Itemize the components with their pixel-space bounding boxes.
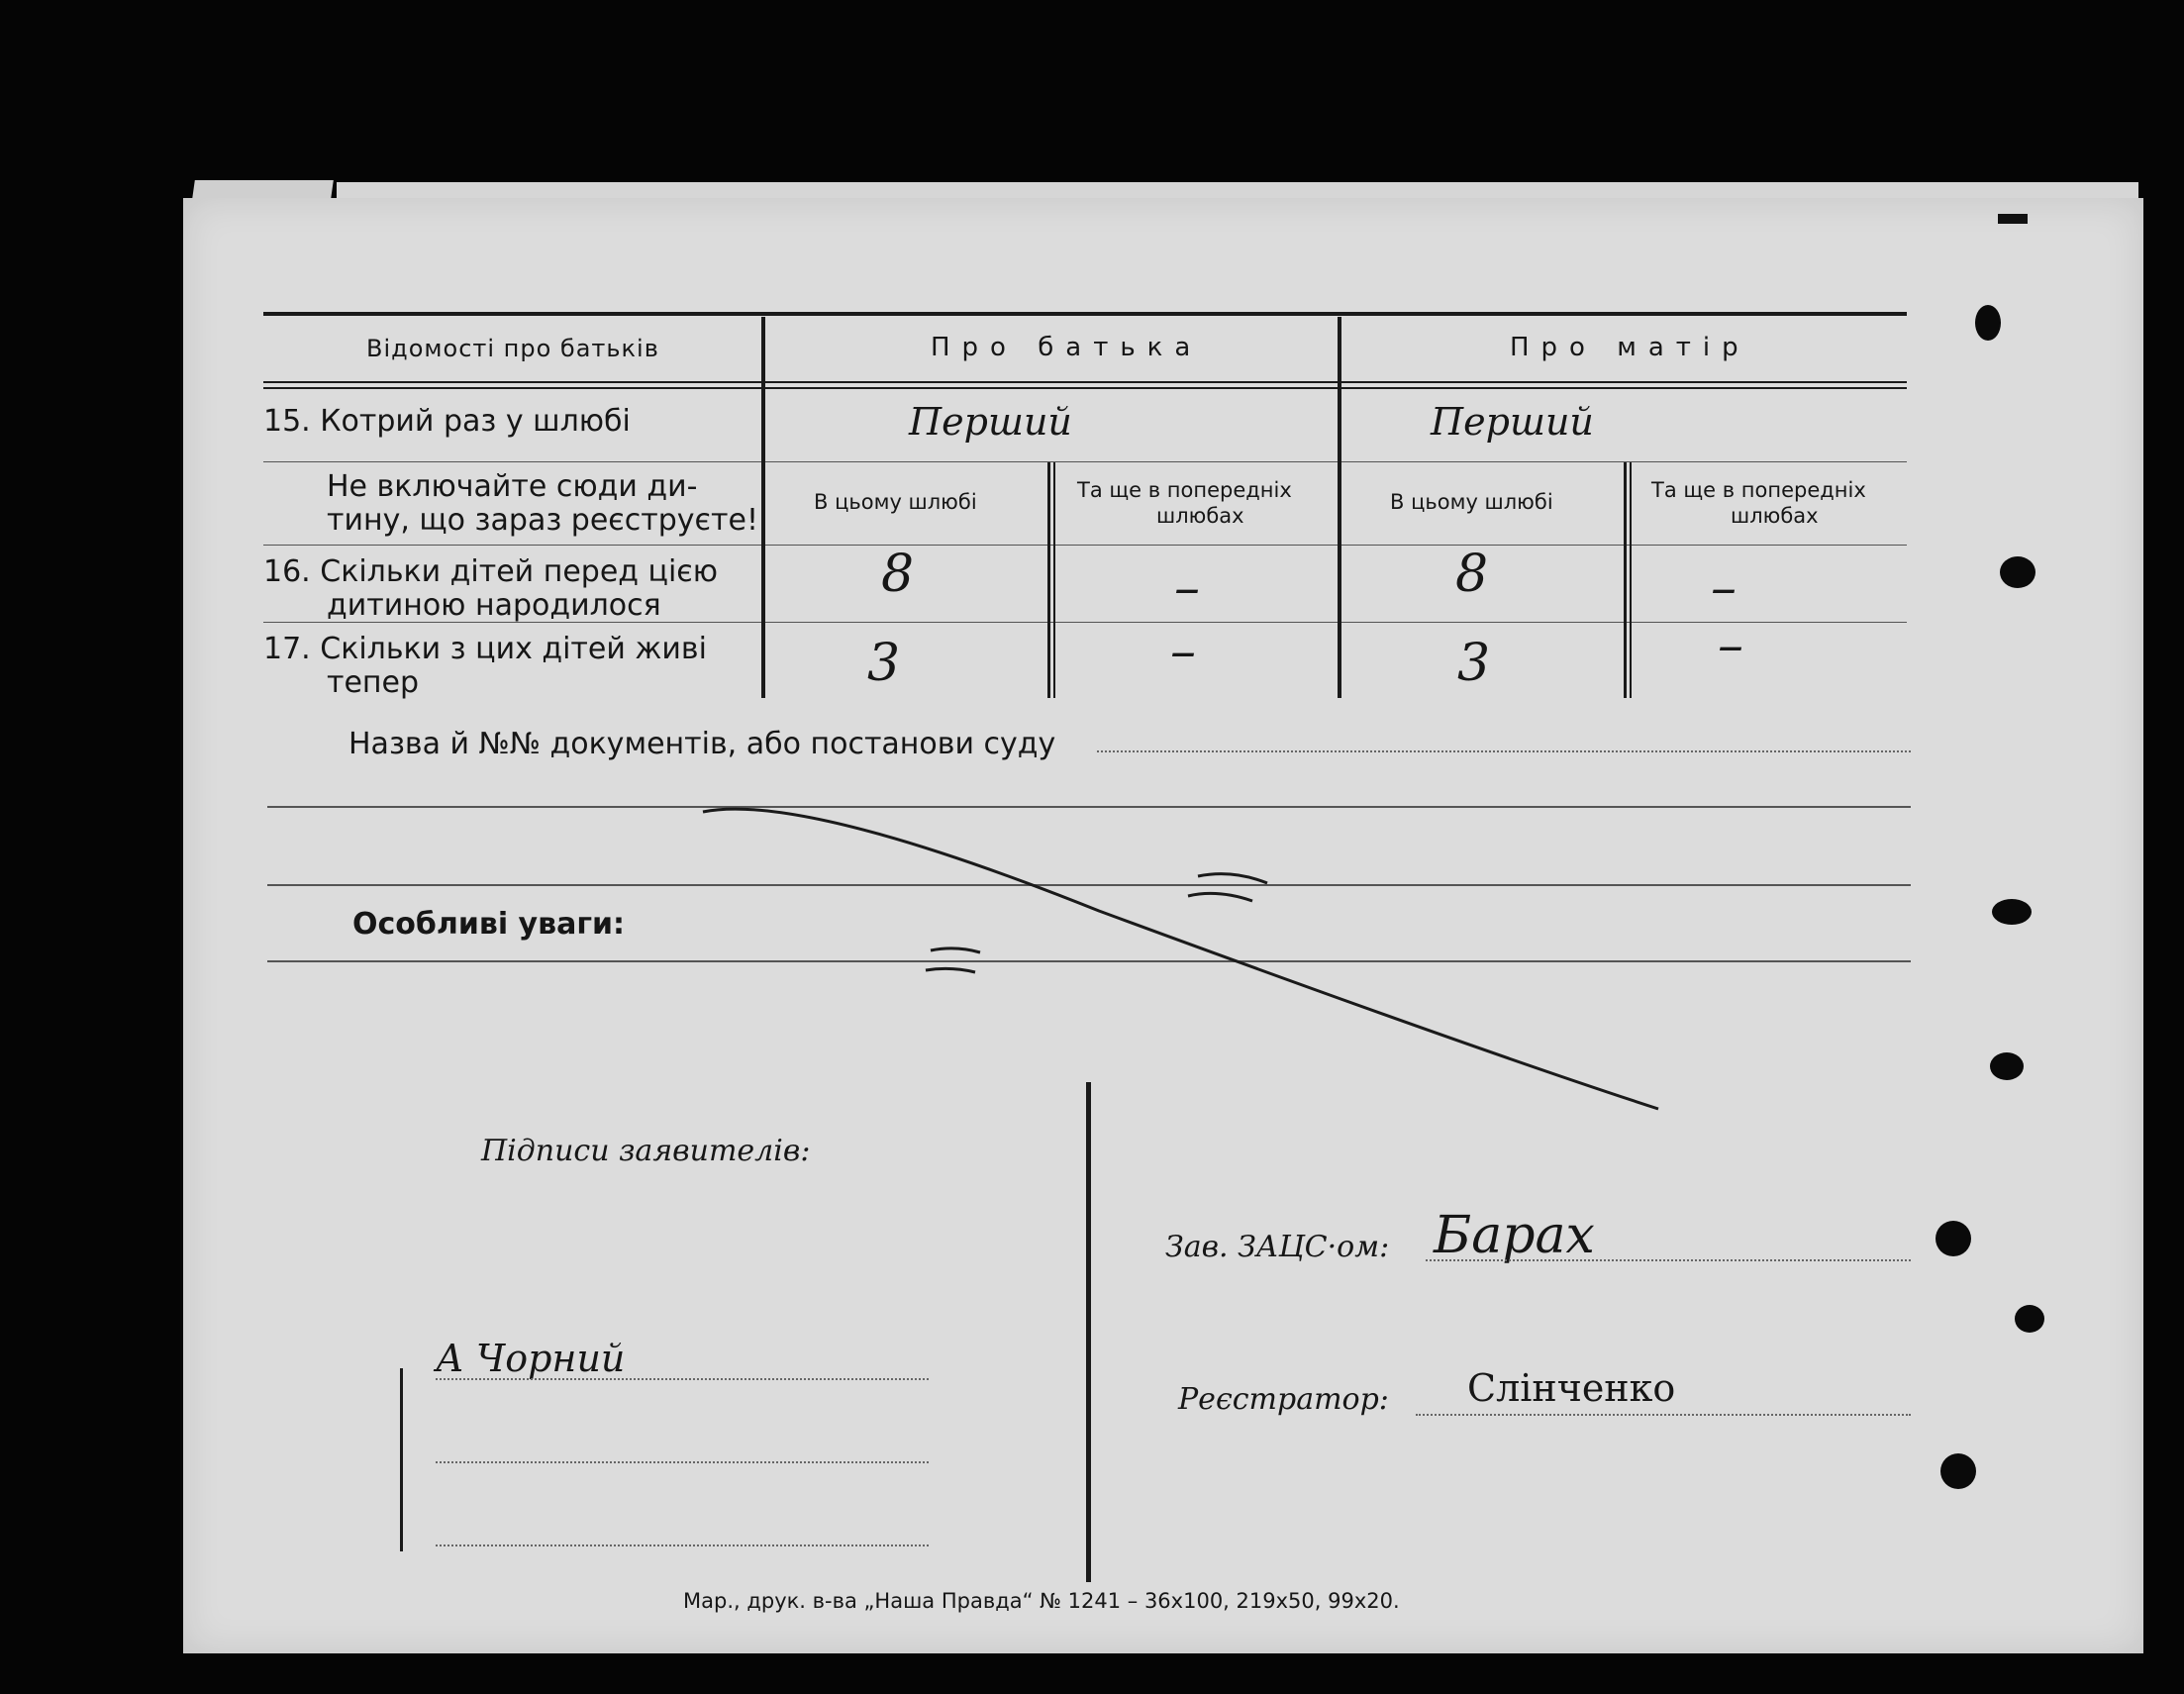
col-divider-mother-sub-2 <box>1630 462 1632 698</box>
row17-father-this: 3 <box>867 634 901 693</box>
paper-tear <box>1998 214 2028 224</box>
registrar-signature: Слінченко <box>1467 1366 1676 1410</box>
note-line-2: тину, що зараз реєструєте! <box>327 503 758 538</box>
row17-mother-prev: – <box>1718 616 1743 675</box>
signature-section-divider <box>1086 1082 1091 1582</box>
father-sub-prev-marriages-1: Та ще в попередніх <box>1077 478 1292 502</box>
mother-sub-this-marriage: В цьому шлюбі <box>1390 490 1553 514</box>
header-bottom-rule-2 <box>263 387 1907 389</box>
row16-mother-prev: – <box>1711 558 1737 618</box>
punch-hole <box>1992 899 2032 925</box>
father-sub-prev-marriages-2: шлюбах <box>1156 504 1244 528</box>
row17-label-1: 17. Скільки з цих дітей живі <box>263 632 707 666</box>
col-divider-father-sub-2 <box>1053 462 1055 698</box>
special-notes-label: Особливі уваги: <box>352 907 626 942</box>
row16-mother-this: 8 <box>1455 545 1489 604</box>
punch-hole <box>2000 556 2035 588</box>
row16-label-1: 16. Скільки дітей перед цією <box>263 554 719 589</box>
subheader-rule <box>263 545 1907 546</box>
head-signature: Барах <box>1434 1206 1595 1265</box>
applicant-line-1 <box>436 1378 929 1380</box>
father-sub-this-marriage: В цьому шлюбі <box>814 490 977 514</box>
punch-hole <box>1975 305 2001 341</box>
punch-hole <box>2015 1305 2044 1333</box>
applicants-bracket <box>400 1368 403 1551</box>
row15-rule <box>263 461 1907 462</box>
head-line <box>1426 1259 1911 1261</box>
punch-hole <box>1940 1453 1976 1489</box>
applicant-line-2 <box>436 1461 929 1463</box>
row17-label-2: тепер <box>327 665 420 700</box>
col-header-info: Відомості про батьків <box>366 335 659 362</box>
applicant-signature: А Чорний <box>436 1337 626 1380</box>
row16-label-2: дитиною народилося <box>327 588 661 623</box>
col-header-mother: Про матір <box>1510 333 1750 362</box>
row15-mother-value: Перший <box>1431 400 1594 444</box>
col-header-father: Про батька <box>931 333 1203 362</box>
col-divider-mother-sub <box>1624 462 1627 698</box>
applicant-line-3 <box>436 1545 929 1546</box>
col-divider-father-mother <box>1338 317 1341 698</box>
documents-label: Назва й №№ документів, або постанови суду <box>348 727 1056 761</box>
table-top-rule <box>263 312 1907 316</box>
documents-fill-line <box>1097 750 1911 752</box>
registrar-line <box>1416 1414 1911 1416</box>
col-divider-father-sub <box>1047 462 1050 698</box>
cancellation-stroke <box>683 792 1673 1119</box>
row16-father-this: 8 <box>881 545 915 604</box>
col-divider-info <box>761 317 765 698</box>
punch-hole <box>1936 1221 1971 1256</box>
note-line-1: Не включайте сюди ди- <box>327 469 698 504</box>
applicants-label: Підписи заявителів: <box>481 1134 811 1168</box>
row15-father-value: Перший <box>909 400 1072 444</box>
registrar-label: Реєстратор: <box>1178 1382 1389 1417</box>
row16-father-prev: – <box>1174 558 1200 618</box>
row15-label: 15. Котрий раз у шлюбі <box>263 404 631 439</box>
row17-mother-this: 3 <box>1457 634 1491 693</box>
mother-sub-prev-marriages-2: шлюбах <box>1731 504 1819 528</box>
head-label: Зав. ЗАЦС·ом: <box>1165 1230 1390 1264</box>
printer-footer: Мар., друк. в-ва „Наша Правда“ № 1241 – 36х100, 219х50, 99х20. <box>683 1589 1400 1613</box>
header-bottom-rule <box>263 381 1907 383</box>
row17-father-prev: – <box>1170 622 1196 681</box>
punch-hole <box>1990 1052 2024 1080</box>
mother-sub-prev-marriages-1: Та ще в попередніх <box>1651 478 1866 502</box>
